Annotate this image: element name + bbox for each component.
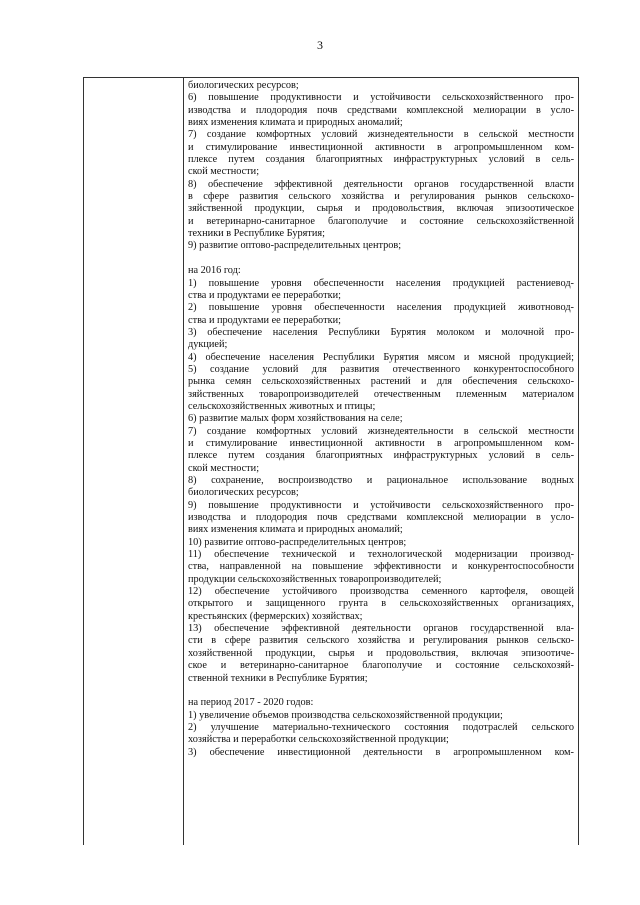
text-line: 9) развитие оптово-распределительных центров;: [188, 240, 402, 252]
text-line: дукцией;: [188, 339, 228, 351]
text-line: виях изменения климата и природных аномалий;: [188, 524, 403, 536]
text-line: и ветеринарно-санитарное благополучие и состояние сельскохозяйственной: [188, 215, 574, 227]
text-line: плексе путем создания благоприятных инфраструктурных условий в сель-: [188, 154, 574, 166]
text-line: и стимулирование инвестиционной активности в агропромышленном ком-: [188, 437, 574, 449]
text-line: ства и продуктами ее переработки;: [188, 289, 341, 301]
text-cell: [188, 80, 574, 759]
text-line: 3) обеспечение населения Республики Бурятия молоком и молочной про-: [188, 326, 574, 338]
column-divider: [183, 78, 184, 845]
text-line: 1) повышение уровня обеспеченности населения продукцией растениевод-: [188, 277, 574, 289]
text-line: ское и ветеринарно-санитарное благополучие и состояние сельскохозяй-: [188, 660, 574, 672]
text-line: хозяйственной продукции, сырья и продовольствия, включая эпизоотиче-: [188, 647, 574, 659]
blank-line: [188, 253, 574, 265]
text-line: ства, направленной на повышение эффективности и конкурентоспособности: [188, 561, 574, 573]
text-line: 5) создание условий для развития отечественного конкурентоспособного: [188, 363, 574, 375]
text-line: 9) повышение продуктивности и устойчивости сельскохозяйственного про-: [188, 499, 574, 511]
text-line: 7) создание комфортных условий жизнедеятельности в сельской местности: [188, 129, 574, 141]
text-line: 2) улучшение материально-технического состояния подотраслей сельского: [188, 721, 574, 733]
text-line: сти в сфере развития сельского хозяйства и регулирования рынков сельско-: [188, 635, 574, 647]
text-line: на 2016 год:: [188, 265, 241, 277]
text-line: на период 2017 - 2020 годов:: [188, 697, 314, 709]
text-line: и стимулирование инвестиционной активности в агропромышленном ком-: [188, 141, 574, 153]
text-line: 8) сохранение, воспроизводство и рациональное использование водных: [188, 475, 574, 486]
text-line: изводства и плодородия почв средствами комплексной мелиорации в усло-: [188, 104, 574, 116]
text-line: крестьянских (фермерских) хозяйствах;: [188, 610, 363, 622]
text-line: 7) создание комфортных условий жизнедеятельности в сельской местности: [188, 425, 574, 437]
text-line: 12) обеспечение устойчивого производства семенного картофеля, овощей: [188, 586, 574, 598]
text-line: 10) развитие оптово-распределительных центров;: [188, 536, 407, 548]
text-line: изводства и плодородия почв средствами комплексной мелиорации в усло-: [188, 512, 574, 524]
text-line: 2) повышение уровня обеспеченности населения продукцией животновод-: [188, 302, 574, 314]
text-line: 4) обеспечение населения Республики Бурятия мясом и мясной продукцией;: [188, 351, 574, 363]
page-number: 3: [317, 38, 323, 52]
text-line: 11) обеспечение технической и технологической модернизации производ-: [188, 549, 574, 561]
blank-line: [188, 685, 574, 697]
text-line: виях изменения климата и природных аномалий;: [188, 117, 403, 129]
text-line: зяйственной продукции, сырья и продовольствия, включая эпизоотическое: [188, 203, 574, 215]
text-line: биологических ресурсов;: [188, 487, 299, 499]
text-line: ства и продуктами ее переработки;: [188, 314, 341, 326]
text-line: ской местности;: [188, 462, 260, 474]
text-line: зяйственных товаропроизводителей отечественным племенным материалом: [188, 388, 574, 400]
text-line: техники в Республике Бурятия;: [188, 228, 325, 240]
document-table: [83, 77, 579, 845]
text-line: 13) обеспечение эффективной деятельности органов государственной вла-: [188, 623, 574, 635]
text-line: рынка семян сельскохозяйственных растений и для обеспечения сельскохо-: [188, 376, 574, 388]
text-line: продукции сельскохозяйственных товаропроизводителей;: [188, 573, 442, 585]
text-line: биологических ресурсов;: [188, 80, 299, 91]
text-line: 6) повышение продуктивности и устойчивости сельскохозяйственного про-: [188, 92, 574, 104]
text-line: сельскохозяйственных животных и птицы;: [188, 400, 376, 412]
text-line: ской местности;: [188, 166, 260, 178]
text-line: 8) обеспечение эффективной деятельности органов государственной власти: [188, 178, 574, 190]
text-line: 6) развитие малых форм хозяйствования на селе;: [188, 413, 403, 425]
text-line: 1) увеличение объемов производства сельскохозяйственной продукции;: [188, 709, 503, 721]
text-line: 3) обеспечение инвестиционной деятельности в агропромышленном ком-: [188, 746, 574, 758]
text-line: плексе путем создания благоприятных инфраструктурных условий в сель-: [188, 450, 574, 462]
text-line: хозяйства и переработки сельскохозяйственной продукции;: [188, 734, 449, 746]
text-line: ственной техники в Республике Бурятия;: [188, 672, 368, 684]
text-line: в сфере развития сельского хозяйства и регулирования рынков сельскохо-: [188, 191, 574, 203]
text-line: открытого и защищенного грунта в сельскохозяйственных организациях,: [188, 598, 574, 610]
